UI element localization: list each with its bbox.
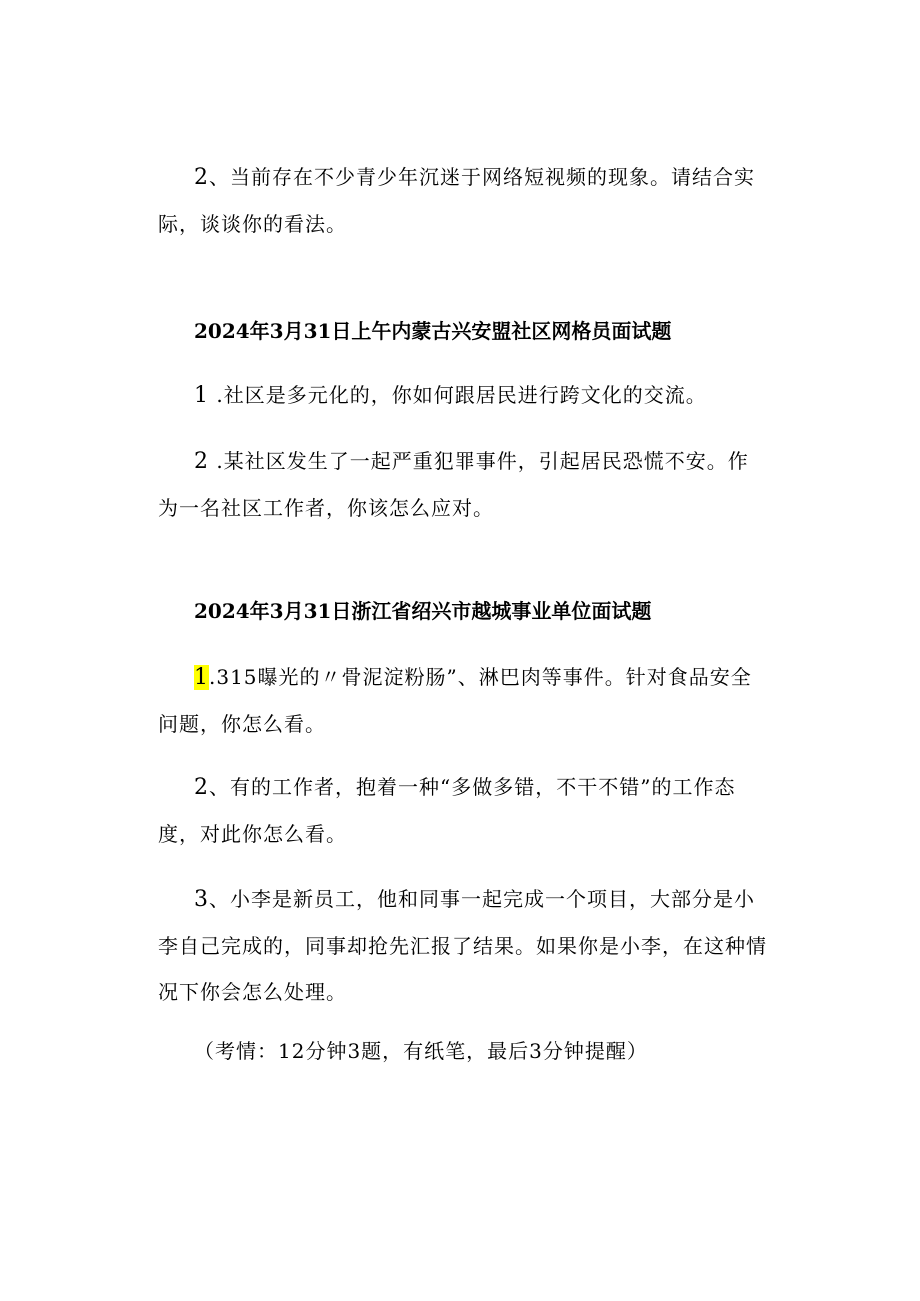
highlighted-question-number: 1	[194, 665, 209, 690]
exam-note: （考情：12分钟3题，有纸笔，最后3分钟提醒）	[194, 1039, 648, 1063]
section-b-question-1	[158, 654, 768, 747]
question-text: 、小李是新员工，他和同事一起完成一个项目，大部分是小李自己完成的，同事却抢先汇报了结果。如果你是小李，在这种情况下你会怎么处理。	[158, 887, 767, 1004]
question-number: 3	[194, 887, 209, 912]
section-heading-inner-mongolia: 2024年3月31日上午内蒙古兴安盟社区网格员面试题	[194, 319, 672, 343]
question-text: 、当前存在不少青少年沉迷于网络短视频的现象。请结合实际，谈谈你的看法。	[158, 165, 755, 236]
question-text: .某社区发生了一起严重犯罪事件，引起居民恐慌不安。作为一名社区工作者，你该怎么应对。	[158, 449, 749, 520]
section-a-question-2	[158, 438, 768, 531]
question-text: 、有的工作者，抱着一种“多做多错，不干不错”的工作态度，对此你怎么看。	[158, 775, 736, 846]
question-number: 1	[194, 383, 209, 408]
question-number: 2	[194, 775, 209, 800]
section-heading-zhejiang: 2024年3月31日浙江省绍兴市越城事业单位面试题	[194, 599, 652, 623]
section-a-question-1	[158, 372, 768, 419]
prev-question-2	[158, 154, 768, 247]
question-text: .社区是多元化的，你如何跟居民进行跨文化的交流。	[209, 383, 707, 407]
section-b-question-3	[158, 876, 768, 1015]
question-text: .315曝光的〃骨泥淀粉肠”、淋巴肉等事件。针对食品安全问题，你怎么看。	[158, 665, 752, 736]
question-number: 2	[194, 449, 209, 474]
question-number: 2	[194, 165, 209, 190]
section-b-question-2	[158, 764, 768, 857]
